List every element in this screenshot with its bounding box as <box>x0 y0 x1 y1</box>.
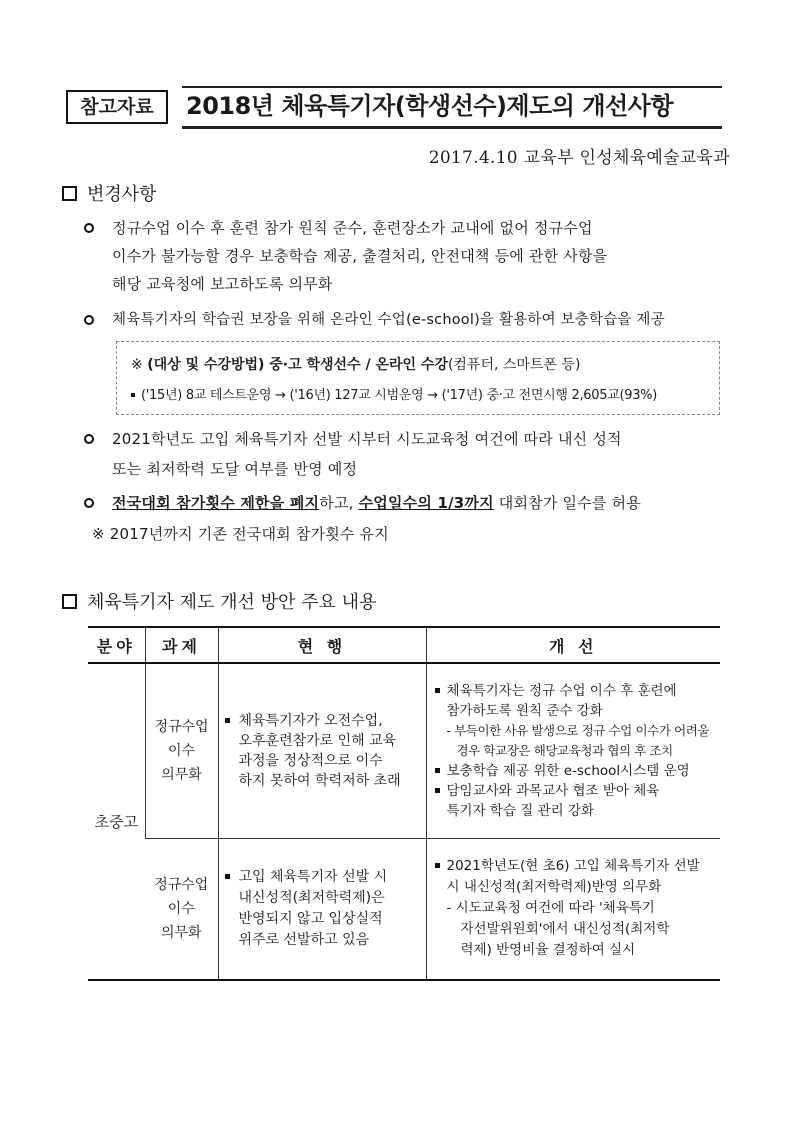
change-item-1-line-1: 정규수업 이수 후 훈련 참가 원칙 준수, 훈련장소가 교내에 없어 정규수업 <box>112 219 593 237</box>
circle-bullet-icon <box>84 434 94 444</box>
dot-bullet-icon <box>225 718 230 723</box>
dot-bullet-icon <box>131 393 135 397</box>
note-box <box>116 341 720 415</box>
footnote: ※ 2017년까지 기존 전국대회 참가횟수 유지 <box>92 525 389 543</box>
reference-tag: 참고자료 <box>66 90 168 124</box>
note-timeline-line: ('15년) 8교 테스트운영 → ('16년) 127교 시범운영 → ('17년) 중·고 전면시행 2,605교(93%) <box>131 384 657 403</box>
section-changes-heading: 변경사항 <box>62 180 157 206</box>
note-target-line: ※ (대상 및 수강방법) 중·고 학생선수 / 온라인 수강(컴퓨터, 스마트폰 등) <box>131 357 581 373</box>
dash-bullet: - <box>446 900 456 917</box>
table-row <box>88 838 720 980</box>
circle-bullet-icon <box>84 223 94 233</box>
current-cell: 체육특기자가 오전수업, 오후훈련참가로 인해 교육 과정을 정상적으로 이수 하지 못하여 학력저하 초래 <box>218 663 426 838</box>
change-item-2-text: 체육특기자의 학습권 보장을 위해 온라인 수업(e-school)을 활용하여 보충학습을 제공 <box>112 312 665 328</box>
title-rule-bottom <box>182 126 722 129</box>
checkbox-square-icon <box>62 594 77 609</box>
change-item-4-text: 전국대회 참가횟수 제한을 폐지하고, 수업일수의 1/3까지 대회참가 일수를 허용 <box>112 494 641 512</box>
task-cell: 정규수업 이수 의무화 <box>145 838 218 980</box>
circle-bullet-icon <box>84 315 94 325</box>
dot-bullet-icon <box>435 768 440 773</box>
col-field: 분야 <box>88 627 145 663</box>
col-current: 현 행 <box>218 627 426 663</box>
col-improve: 개 선 <box>426 627 720 663</box>
dot-bullet-icon <box>435 863 440 868</box>
dot-bullet-icon <box>435 788 440 793</box>
table-row <box>88 663 720 838</box>
task-cell: 정규수업 이수 의무화 <box>145 663 218 838</box>
circle-bullet-icon <box>84 498 94 508</box>
change-item-1-line-3: 해당 교육청에 보고하도록 의무화 <box>112 275 333 293</box>
improve-cell: 체육특기자는 정규 수업 이수 후 훈련에 참가하도록 원칙 준수 강화 - 부득이한 사유 발생으로 정규 수업 이수가 어려울 경우 학교장은 해당교육청과 협의 후 조치 보충학습 제공 위한 e-school시스템 운영 담임교사와 과목교사 협조 받아 체육 특기자 학습 질 관리 강화 <box>426 663 720 838</box>
table-header-row <box>88 627 720 663</box>
dot-bullet-icon <box>225 874 230 879</box>
current-cell: 고입 체육특기자 선발 시 내신성적(최저학력제)은 반영되지 않고 입상실적 위주로 선발하고 있음 <box>218 838 426 980</box>
section-plan-heading: 체육특기자 제도 개선 방안 주요 내용 <box>62 588 376 614</box>
improve-cell: 2021학년도(현 초6) 고입 체육특기자 선발 시 내신성적(최저학력제)반영 의무화 - 시도교육청 여건에 따라 '체육특기 자선발위원회'에서 내신성적(최저학 력제) 반영비율 결정하여 실시 <box>426 838 720 980</box>
change-item-1-line-2: 이수가 불가능할 경우 보충학습 제공, 출결처리, 안전대책 등에 관한 사항을 <box>112 247 608 265</box>
checkbox-square-icon <box>62 186 77 201</box>
change-item-3-line-1: 2021학년도 고입 체육특기자 선발 시부터 시도교육청 여건에 따라 내신 성적 <box>112 430 622 448</box>
date-line: 2017.4.10 교육부 인성체육예술교육과 <box>428 148 730 168</box>
plan-table <box>88 626 720 981</box>
page-title: 2018년 체육특기자(학생선수)제도의 개선사항 <box>186 92 674 120</box>
dash-bullet: - <box>446 722 455 738</box>
change-item-3-line-2: 또는 최저학력 도달 여부를 반영 예정 <box>112 460 358 478</box>
dot-bullet-icon <box>435 688 440 693</box>
col-task: 과제 <box>145 627 218 663</box>
field-cell: 초중고 <box>88 663 145 980</box>
